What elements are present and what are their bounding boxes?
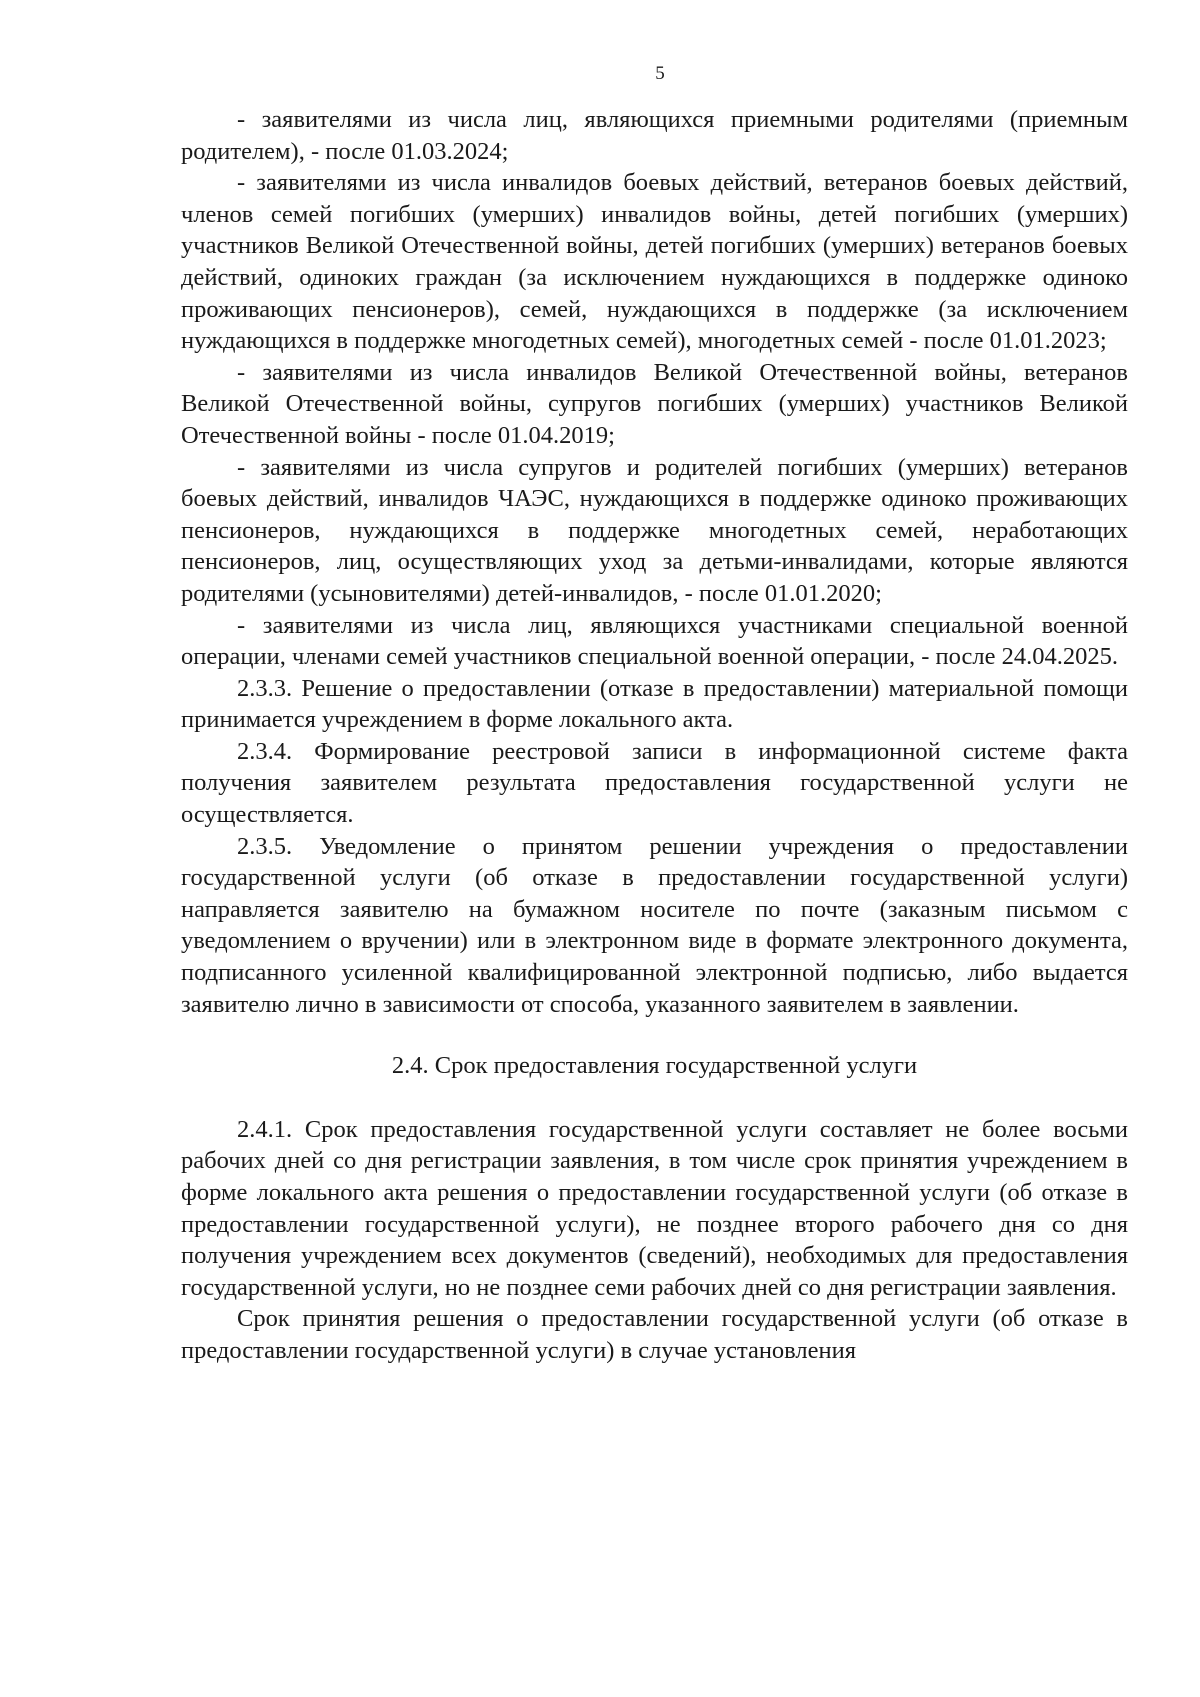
paragraph-2-3-4: 2.3.4. Формирование реестровой записи в информационной системе факта получения заявителем результата предоставления государственной услуги не осуществляется. [181, 737, 1128, 829]
paragraph-spouses-parents: - заявителями из числа супругов и родителей погибших (умерших) ветеранов боевых действий, инвалидов ЧАЭС, нуждающихся в поддержке одиноко проживающих пенсионеров, нуждающихся в поддержке многодетных семей, неработающих пенсионеров, лиц, осуществляющих уход за детьми-инвалидами, которые являются родителями (усыновителями) детей-инвалидов, - после 01.01.2020; [181, 453, 1128, 607]
page-number: 5 [655, 63, 665, 84]
section-heading-2-4: 2.4. Срок предоставления государственной услуги [391, 1052, 918, 1080]
paragraph-2-4-1: 2.4.1. Срок предоставления государственной услуги составляет не более восьми рабочих дней со дня регистрации заявления, в том числе срок принятия учреждением в форме локального акта решения о предоставлении государственной услуги (об отказе в предоставлении государственной услуги), не позднее второго рабочего дня со дня получения учреждением всех документов (сведений), необходимых для предоставления государственной услуги, но не позднее семи рабочих дней со дня регистрации заявления. [181, 1115, 1128, 1301]
paragraph-special-operation: - заявителями из числа лиц, являющихся участниками специальной военной операции, членами семей участников специальной военной операции, - после 24.04.2025. [181, 611, 1128, 671]
paragraph-2-3-5: 2.3.5. Уведомление о принятом решении учреждения о предоставлении государственной услуги (об отказе в предоставлении государственной услуги) направляется заявителю на бумажном носителе по почте (заказным письмом с уведомлением о вручении) или в электронном виде в формате электронного документа, подписанного усиленной квалифицированной электронной подписью, либо выдается заявителю лично в зависимости от способа, указанного заявителем в заявлении. [181, 832, 1128, 1018]
paragraph-ww2-veterans: - заявителями из числа инвалидов Великой Отечественной войны, ветеранов Великой Отечественной войны, супругов погибших (умерших) участников Великой Отечественной войны - после 01.04.2019; [181, 358, 1128, 449]
paragraph-2-3-3: 2.3.3. Решение о предоставлении (отказе в предоставлении) материальной помощи принимается учреждением в форме локального акта. [181, 674, 1128, 734]
paragraph-combat-disabled: - заявителями из числа инвалидов боевых действий, ветеранов боевых действий, членов семей погибших (умерших) инвалидов войны, детей погибших (умерших) участников Великой Отечественной войны, детей погибших (умерших) ветеранов боевых действий, одиноких граждан (за исключением нуждающихся в поддержке одиноко проживающих пенсионеров), семей, нуждающихся в поддержке (за исключением нуждающихся в поддержке многодетных семей), многодетных семей - после 01.01.2023; [181, 169, 1128, 355]
document-body [181, 104, 1128, 1367]
paragraph-decision-term: Срок принятия решения о предоставлении государственной услуги (об отказе в предоставлении государственной услуги) в случае установления [181, 1305, 1128, 1364]
paragraph-adoptive-parents: - заявителями из числа лиц, являющихся приемными родителями (приемным родителем), - после 01.03.2024; [181, 106, 1128, 165]
